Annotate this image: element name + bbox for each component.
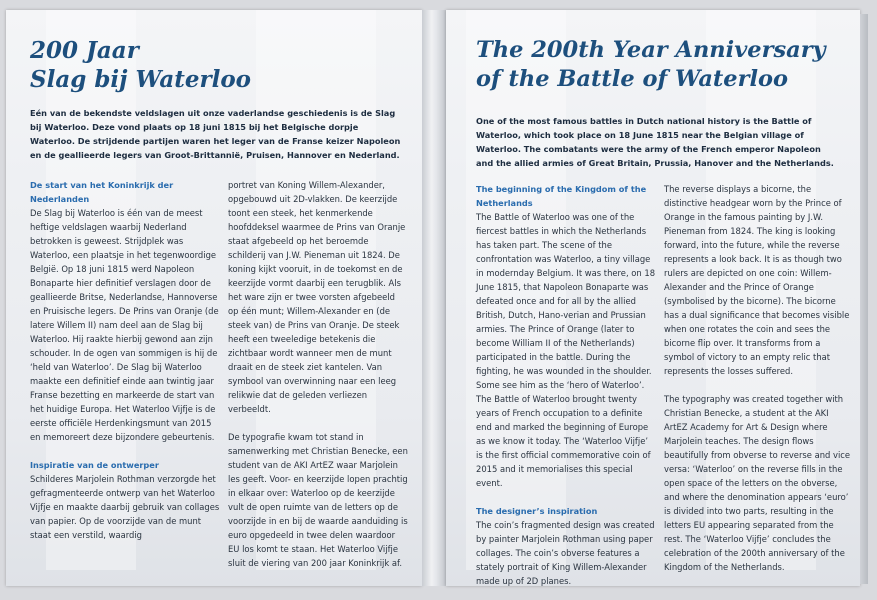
body-text: portret van Koning Willem-Alexander, opgebouwd uit 2D-vlakken. De keerzijde toont een steek, het kenmerkende hoofddeksel waarmee de Prins van Oranje staat afgebeeld op het beroemde schilderij van J.W. Pieneman uit 1824. De koning kijkt vooruit, in de toekomst en de keerzijde vormt daarbij een terugblik. Als het ware zijn er twee vorsten afgebeeld op één munt; Willem-Alexander en (de steek van) de Prins van Oranje. De steek heeft een tweeledige betekenis die zichtbaar wordt wanneer men de munt draait en de steek ziet kantelen. Van symbool van overwinning naar een leeg relikwie dat de geleden verliezen verbeeldt.: [228, 180, 406, 414]
intro-paragraph: Eén van de bekendste veldslagen uit onze vaderlandse geschiedenis is de Slag bij Waterloo. Deze vond plaats op 18 juni 1815 bij het Belgische dorpje Waterloo. De strijdende partijen waren het leger van de Franse keizer Napoleon en de geallieerde legers van Groot-Brittannië, Pruisen, Hannover en Nederland.: [30, 108, 401, 160]
text-column-2: [664, 182, 852, 574]
page-title-english: [476, 36, 826, 94]
title-line: 200 Jaar: [30, 37, 139, 64]
page-edge: [860, 14, 868, 584]
title-line: The 200th Year Anniversary: [476, 37, 826, 63]
body-text: The Battle of Waterloo was one of the fiercest battles in which the Netherlands has taken part. The scene of the confrontation was Waterloo, a tiny village in modernday Belgium. It was there, on 18 June 1815, that Napoleon Bonaparte was defeated once and for all by the allied British, Dutch, Hano-verian and Prussian armies. The Prince of Orange (later to become William II of the Netherlands) participated in the battle. During the fighting, he was wounded in the shoulder. Some see him as the ‘hero of Waterloo’. The Battle of Waterloo brought twenty years of French occupation to a definite end and marked the beginning of Europe as we know it today. The ‘Waterloo Vijfje’ is the first official commemorative coin of 2015 and it memorialises this special event.: [476, 212, 656, 488]
intro-paragraph: One of the most famous battles in Dutch national history is the Battle of Waterloo, which took place on 18 June 1815 near the Belgian village of Waterloo. The combatants were the army of the French emperor Napoleon and the allied armies of Great Britain, Prussia, Hanover and the Netherlands.: [476, 116, 834, 168]
body-text: The typography was created together with Christian Benecke, a student at the AKI ArtEZ Academy for Art & Design where Marjolein teaches. The design flows beautifully from obverse to reverse and vice versa: ‘Waterloo’ on the reverse fills in the open space of the letters on the obverse, and where the denomination appears ‘euro’ is divided into two parts, resulting in the letters EU appearing separated from the rest. The ‘Waterloo Vijfje’ concludes the celebration of the 200th anniversary of the Kingdom of the Netherlands.: [664, 394, 851, 572]
body-text: De typografie kwam tot stand in samenwerking met Christian Benecke, een student van de AKI ArtEZ waar Marjolein les geeft. Voor- en keerzijde lopen prachtig in elkaar over: Waterloo op de keerzijde vult de open ruimte van de letters op de voorzijde in en bij de waarde aanduiding is euro opgedeeld in twee delen waardoor EU los komt te staan. Het Waterloo Vijfje sluit de viering van 200 jaar Koninkrijk af.: [228, 432, 408, 568]
text-column-1: [476, 182, 656, 586]
booklet-spine: [422, 10, 446, 586]
right-page: [446, 10, 860, 586]
section-heading: De start van het Koninkrijk der Nederlanden: [30, 180, 174, 204]
body-text: The coin’s fragmented design was created by painter Marjolein Rothman using paper collages. The coin’s obverse features a stately portrait of King Willem-Alexander made up of 2D planes.: [476, 520, 655, 586]
left-page: [6, 10, 422, 586]
text-column-1: [30, 178, 224, 542]
title-line: of the Battle of Waterloo: [476, 66, 789, 92]
section-heading: Inspiratie van de ontwerper: [30, 460, 159, 470]
text-column-2: [228, 178, 408, 570]
section-heading: The designer’s inspiration: [476, 506, 598, 516]
page-title-dutch: [30, 36, 251, 94]
body-text: Schilderes Marjolein Rothman verzorgde het gefragmenteerde ontwerp van het Waterloo Vijfje en maakte daarbij gebruik van collages van papier. Op de voorzijde van de munt staat een verstild, waardig: [30, 474, 220, 540]
section-heading: The beginning of the Kingdom of the Netherlands: [476, 184, 647, 208]
body-text: The reverse displays a bicorne, the distinctive headgear worn by the Prince of Orange in the famous painting by J.W. Pieneman from 1824. The king is looking forward, into the future, while the reverse represents a look back. It is as though two rulers are depicted on one coin: Willem-Alexander and the Prince of Orange (symbolised by the bicorne). The bicorne has a dual significance that becomes visible when one rotates the coin and sees the bicorne flip over. It transforms from a symbol of victory to an empty relic that represents the losses suffered.: [664, 184, 850, 376]
title-line: Slag bij Waterloo: [30, 66, 252, 93]
body-text: De Slag bij Waterloo is één van de meest heftige veldslagen waarbij Nederland betrokken is geweest. Strijdplek was Waterloo, een plaatsje in het tegenwoordige België. Op 18 juni 1815 werd Napoleon Bonaparte hier definitief verslagen door de geallieerde Britse, Nederlandse, Hannoverse en Pruisische legers. De Prins van Oranje (de latere Willem II) nam deel aan de Slag bij Waterloo. Hij raakte hierbij gewond aan zijn schouder. In de ogen van sommigen is hij de ‘held van Waterloo’. De Slag bij Waterloo maakte een definitief einde aan twintig jaar Franse bezetting en markeerde de start van het huidige Europa. Het Waterloo Vijfje is de eerste officiële Herdenkingsmunt van 2015 en memoreert deze bijzondere gebeurtenis.: [30, 208, 219, 442]
